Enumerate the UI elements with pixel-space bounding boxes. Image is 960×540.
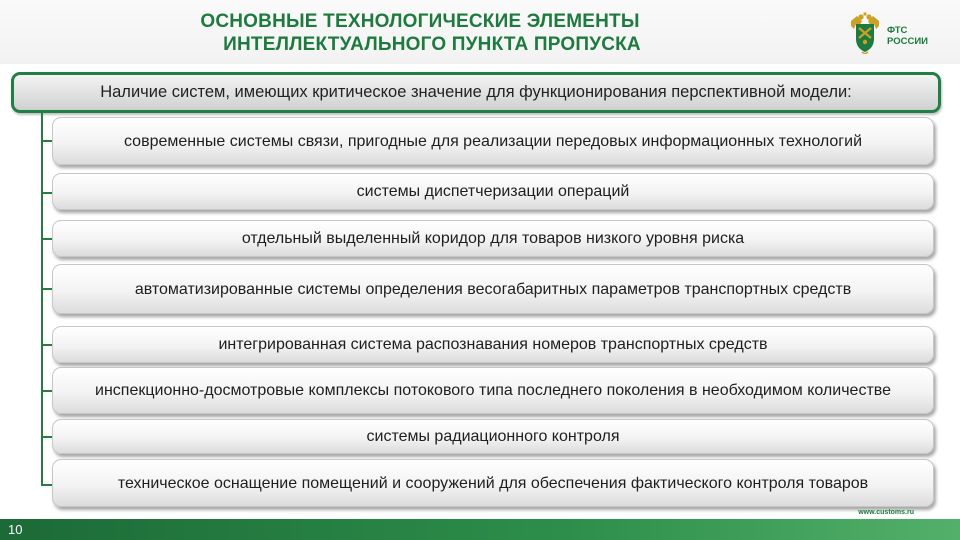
website-link[interactable]: www.customs.ru [858, 509, 914, 516]
logo-caption-line-2: РОССИИ [887, 36, 928, 47]
list-item [52, 264, 934, 314]
fts-logo [848, 12, 948, 56]
list-item-text: техническое оснащение помещений и сооружений для обеспечения фактического контроля товаров [117, 474, 869, 492]
list-item-text: современные системы связи, пригодные для реализации передовых информационных технологий [123, 132, 863, 150]
list-item-text: системы диспетчеризации операций [356, 183, 630, 200]
slide-title-line-1: ОСНОВНЫЕ ТЕХНОЛОГИЧЕСКИЕ ЭЛЕМЕНТЫ [200, 11, 640, 32]
list-item [52, 459, 934, 507]
list-item-text: системы радиационного контроля [366, 428, 620, 445]
criteria-header: Наличие систем, имеющих критическое значение для функционирования перспективной модели: [11, 72, 941, 113]
list-item [52, 367, 934, 414]
list-item [52, 419, 934, 454]
list-item [52, 117, 934, 165]
footer-bar [0, 519, 960, 540]
slide-title [0, 10, 840, 56]
list-item-text: интегрированная система распознавания номеров транспортных средств [218, 336, 768, 353]
list-item-text: отдельный выделенный коридор для товаров низкого уровня риска [241, 230, 745, 247]
logo-caption [887, 25, 928, 47]
connector-vertical-line [41, 113, 43, 485]
list-item [52, 326, 934, 363]
logo-caption-line-1: ФТС [887, 25, 908, 36]
list-item-text: автоматизированные системы определения весогабаритных параметров транспортных средств [134, 280, 852, 298]
double-headed-eagle-emblem-icon [848, 12, 882, 54]
page-number: 10 [8, 522, 23, 537]
list-item [52, 173, 934, 210]
list-item-text: инспекционно-досмотровые комплексы потокового типа последнего поколения в необходимом количестве [95, 382, 891, 399]
list-item [52, 220, 934, 257]
slide-title-line-2: ИНТЕЛЛЕКТУАЛЬНОГО ПУНКТА ПРОПУСКА [223, 34, 641, 55]
